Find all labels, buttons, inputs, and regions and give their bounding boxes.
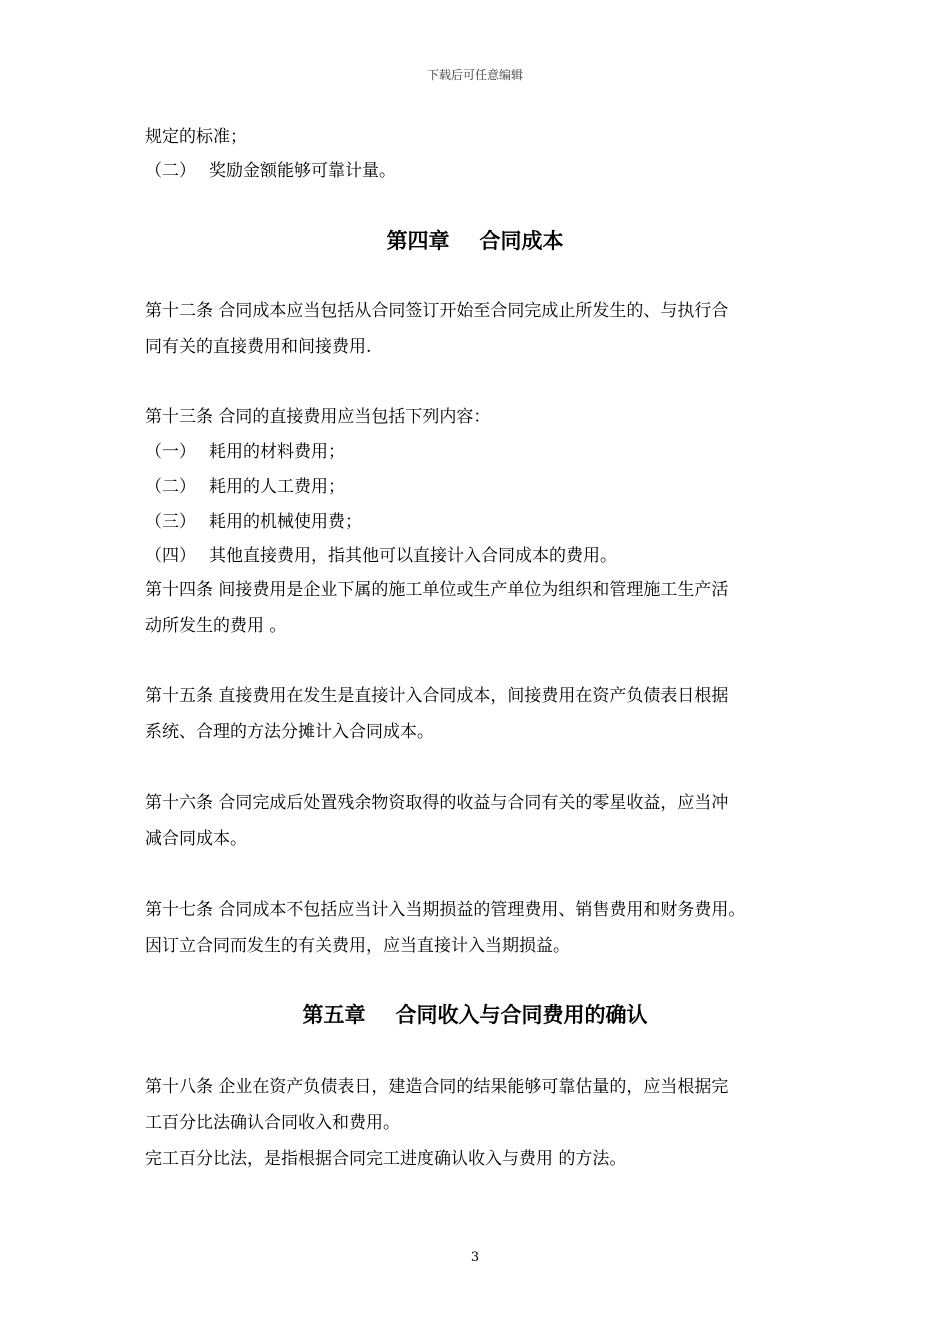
list-item-number: （一）	[145, 442, 196, 462]
list-item-number: （二）	[145, 161, 196, 181]
chapter-title: 合同收入与合同费用的确认	[395, 1003, 648, 1027]
chapter-label: 第五章	[302, 1003, 366, 1027]
list-item-number: （二）	[145, 477, 196, 497]
chapter-title: 合同成本	[479, 229, 564, 253]
article-17-line-2: 因订立合同而发生的有关费用，应当直接计入当期损益。	[145, 936, 570, 956]
paragraph-line: 规定的标准；	[145, 127, 247, 147]
page-number: 3	[470, 1250, 480, 1265]
article-18-line-2: 工百分比法确认合同收入和费用。	[145, 1113, 400, 1133]
list-item	[145, 161, 396, 181]
chapter-4-heading	[0, 228, 950, 254]
article-12-line-2: 同有关的直接费用和间接费用.	[145, 337, 372, 357]
list-item-text: 耗用的机械使用费；	[209, 512, 362, 532]
article-14-line-2: 动所发生的费用 。	[145, 616, 287, 636]
list-item-text: 耗用的材料费用；	[209, 442, 345, 462]
page-header: 下载后可任意编辑	[426, 68, 523, 82]
article-15-line-2: 系统、合理的方法分摊计入合同成本。	[145, 722, 434, 742]
list-item	[145, 546, 617, 566]
list-item-text: 其他直接费用，指其他可以直接计入合同成本的费用。	[209, 546, 617, 566]
article-16-line-1: 第十六条 合同完成后处置残余物资取得的收益与合同有关的零星收益，应当冲	[145, 793, 729, 813]
list-item-number: （四）	[145, 546, 196, 566]
article-13-line: 第十三条 合同的直接费用应当包括下列内容：	[145, 407, 491, 427]
chapter-label: 第四章	[386, 229, 450, 253]
article-15-line-1: 第十五条 直接费用在发生是直接计入合同成本，间接费用在资产负债表日根据	[145, 686, 729, 706]
chapter-5-heading	[0, 1002, 950, 1028]
list-item-number: （三）	[145, 512, 196, 532]
list-item-text: 耗用的人工费用；	[209, 477, 345, 497]
list-item-text: 奖励金额能够可靠计量。	[209, 161, 396, 181]
article-18-line-1: 第十八条 企业在资产负债表日，建造合同的结果能够可靠估量的，应当根据完	[145, 1077, 729, 1097]
article-18-line-3: 完工百分比法，是指根据合同完工进度确认收入与费用 的方法。	[145, 1149, 627, 1169]
article-16-line-2: 减合同成本。	[145, 829, 247, 849]
article-12-line-1: 第十二条 合同成本应当包括从合同签订开始至合同完成止所发生的、与执行合	[145, 301, 729, 321]
article-17-line-1: 第十七条 合同成本不包括应当计入当期损益的管理费用、销售费用和财务费用。	[145, 900, 746, 920]
list-item	[145, 477, 345, 497]
list-item	[145, 512, 362, 532]
article-14-line-1: 第十四条 间接费用是企业下属的施工单位或生产单位为组织和管理施工生产活	[145, 580, 729, 600]
list-item	[145, 442, 345, 462]
